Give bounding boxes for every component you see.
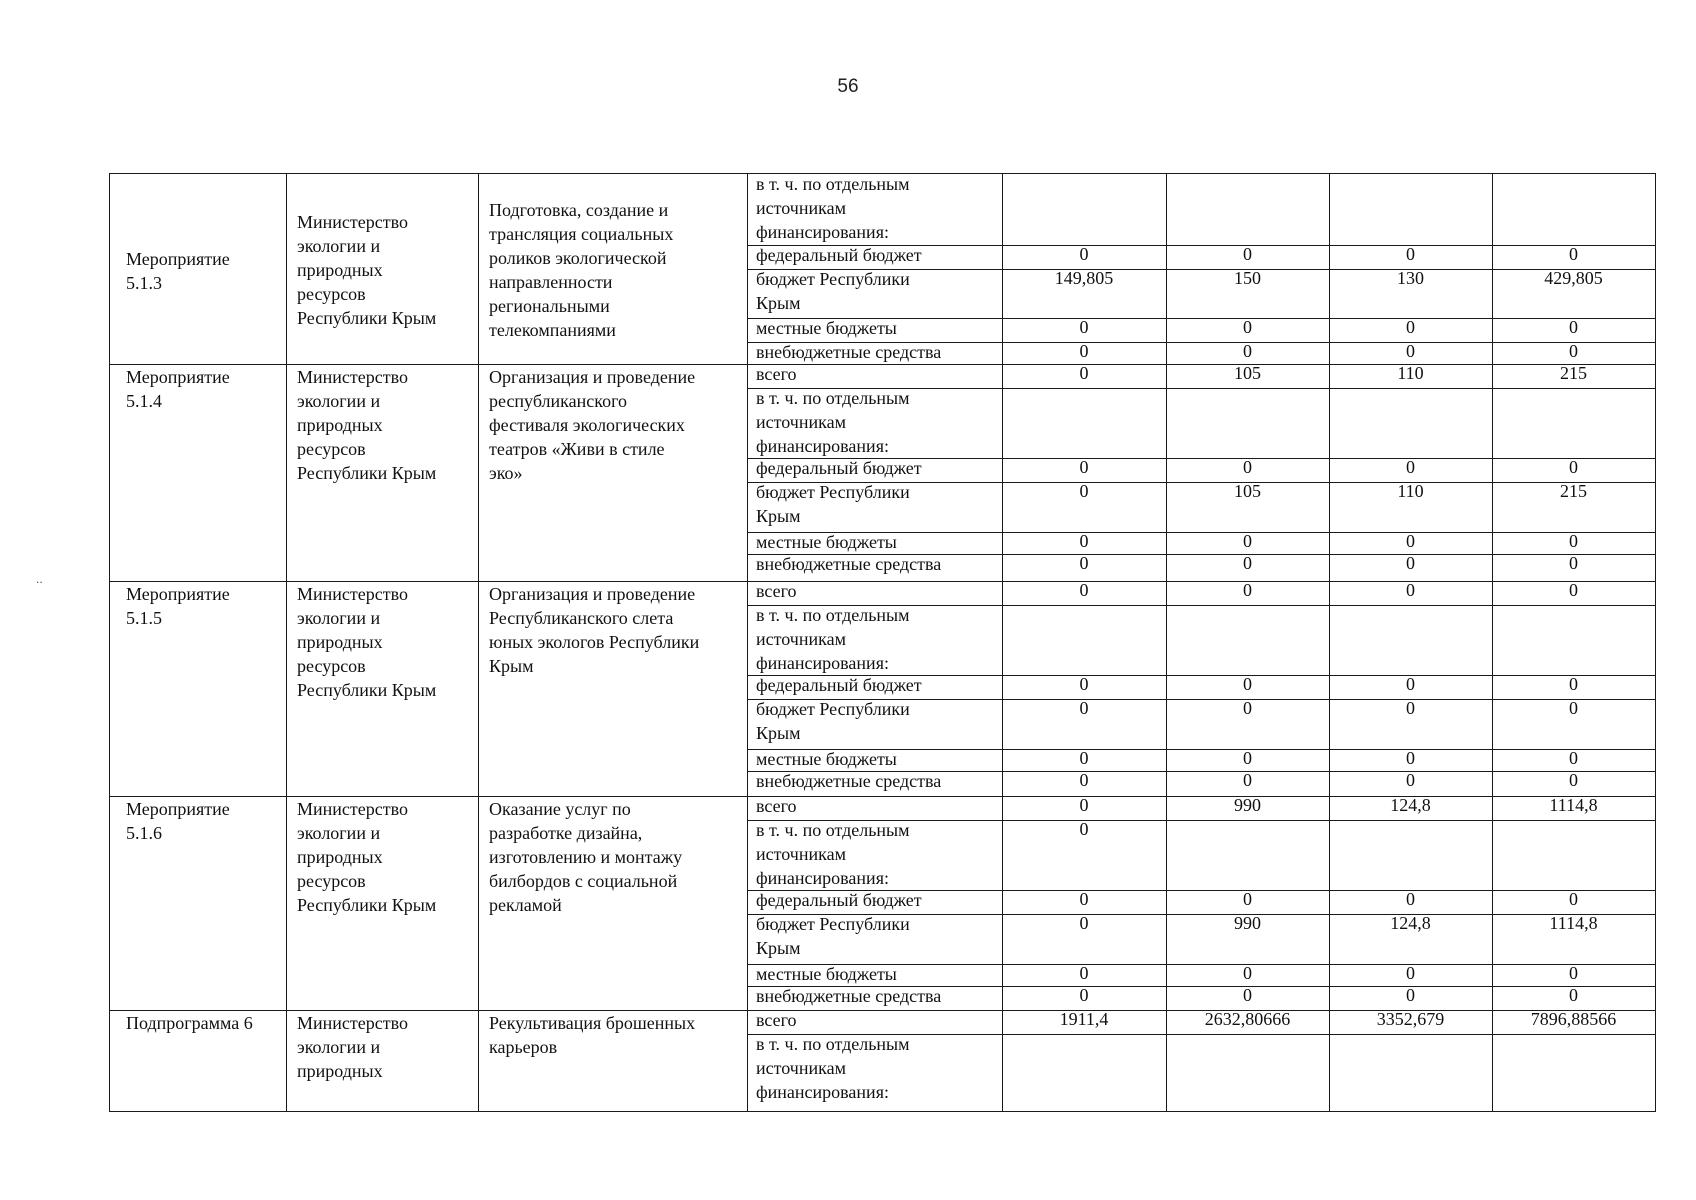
event-description: Рекультивация брошенных карьеров <box>489 1013 696 1057</box>
amount-cell: 2632,80666 <box>1204 1009 1291 1029</box>
amount-cell: 0 <box>1243 889 1252 909</box>
column-divider <box>747 174 748 1111</box>
amount-cell: 0 <box>1243 748 1252 768</box>
amount-cell: 990 <box>1234 795 1261 815</box>
amount-cell: 0 <box>1243 317 1252 337</box>
amount-cell: 0 <box>1569 457 1578 477</box>
amount-cell: 0 <box>1406 698 1415 718</box>
event-description: Организация и проведение Республиканского слета юных экологов Республики Крым <box>489 584 700 676</box>
funding-source: федеральный бюджет <box>756 458 922 478</box>
amount-cell: 130 <box>1397 268 1424 288</box>
funding-source: всего <box>756 1010 797 1030</box>
amount-cell: 1114,8 <box>1549 913 1598 933</box>
amount-cell: 0 <box>1406 580 1415 600</box>
amount-cell: 0 <box>1243 457 1252 477</box>
funding-source: местные бюджеты <box>756 318 897 338</box>
funding-source: местные бюджеты <box>756 532 897 552</box>
executor-name: Министерство экологии и природных ресурсов Республики Крым <box>297 584 437 700</box>
amount-cell: 0 <box>1079 795 1089 815</box>
amount-cell: 0 <box>1406 531 1415 551</box>
funding-source: в т. ч. по отдельным источникам финансирования: <box>756 1034 910 1102</box>
executor-name: Министерство экологии и природных ресурсов Республики Крым <box>297 212 437 328</box>
event-name: Мероприятие 5.1.6 <box>126 799 230 843</box>
funding-source: федеральный бюджет <box>756 675 922 695</box>
amount-cell: 0 <box>1079 748 1089 768</box>
amount-cell: 0 <box>1569 770 1578 790</box>
amount-cell: 0 <box>1406 985 1415 1005</box>
event-description: Оказание услуг по разработке дизайна, изготовлению и монтажу билбордов с социальной рекламой <box>489 799 683 915</box>
funding-source: местные бюджеты <box>756 749 897 769</box>
amount-cell: 110 <box>1397 481 1424 501</box>
amount-cell: 0 <box>1079 674 1089 694</box>
funding-source: в т. ч. по отдельным источникам финансирования: <box>756 174 910 242</box>
amount-cell: 0 <box>1243 770 1252 790</box>
amount-cell: 0 <box>1243 963 1252 983</box>
funding-source: всего <box>756 581 797 601</box>
amount-cell: 0 <box>1406 457 1415 477</box>
amount-cell: 1911,4 <box>1059 1009 1109 1029</box>
amount-cell: 0 <box>1079 963 1089 983</box>
amount-cell: 0 <box>1079 580 1089 600</box>
funding-source: внебюджетные средства <box>756 771 942 791</box>
amount-cell: 0 <box>1406 889 1415 909</box>
amount-cell: 0 <box>1243 553 1252 573</box>
amount-cell: 429,805 <box>1544 268 1603 288</box>
amount-cell: 0 <box>1406 553 1415 573</box>
amount-cell: 0 <box>1569 244 1578 264</box>
amount-cell: 150 <box>1234 268 1261 288</box>
amount-cell: 0 <box>1079 457 1089 477</box>
amount-cell: 0 <box>1079 819 1089 839</box>
amount-cell: 0 <box>1079 363 1089 383</box>
funding-source: в т. ч. по отдельным источникам финансирования: <box>756 605 910 673</box>
amount-cell: 0 <box>1569 698 1578 718</box>
amount-cell: 0 <box>1569 674 1578 694</box>
amount-cell: 110 <box>1397 363 1424 383</box>
amount-cell: 0 <box>1569 985 1578 1005</box>
funding-source: внебюджетные средства <box>756 342 942 362</box>
executor-name: Министерство экологии и природных ресурсов Республики Крым <box>297 367 437 483</box>
funding-source: в т. ч. по отдельным источникам финансирования: <box>756 820 910 888</box>
amount-cell: 0 <box>1079 770 1089 790</box>
funding-source: всего <box>756 364 797 384</box>
funding-source: бюджет Республики Крым <box>756 914 910 958</box>
amount-cell: 0 <box>1079 985 1089 1005</box>
event-description: Подготовка, создание и трансляция социальных роликов экологической направленности региональными телекомпаниями <box>489 200 674 340</box>
funding-source: бюджет Республики Крым <box>756 699 910 743</box>
amount-cell: 0 <box>1406 674 1415 694</box>
amount-cell: 0 <box>1243 580 1252 600</box>
amount-cell: 0 <box>1079 481 1089 501</box>
amount-cell: 0 <box>1079 698 1089 718</box>
amount-cell: 105 <box>1234 481 1261 501</box>
funding-source: бюджет Республики Крым <box>756 269 910 313</box>
amount-cell: 0 <box>1079 889 1089 909</box>
funding-source: всего <box>756 796 797 816</box>
funding-source: федеральный бюджет <box>756 890 922 910</box>
event-description: Организация и проведение республиканского фестиваля экологических театров «Живи в стиле эко» <box>489 367 696 483</box>
amount-cell: 0 <box>1406 770 1415 790</box>
amount-cell: 3352,679 <box>1376 1009 1445 1029</box>
margin-marks: .. <box>36 572 43 586</box>
amount-cell: 0 <box>1243 698 1252 718</box>
amount-cell: 0 <box>1079 531 1089 551</box>
amount-cell: 0 <box>1569 889 1578 909</box>
event-name: Мероприятие 5.1.4 <box>126 367 230 411</box>
column-divider <box>478 174 479 1111</box>
amount-cell: 215 <box>1560 363 1587 383</box>
amount-cell: 990 <box>1234 913 1261 933</box>
executor-name: Министерство экологии и природных ресурсов Республики Крым <box>297 799 437 915</box>
executor-name: Министерство экологии и природных <box>297 1013 408 1081</box>
event-name: Мероприятие 5.1.5 <box>126 584 230 628</box>
amount-cell: 0 <box>1406 244 1415 264</box>
amount-cell: 0 <box>1243 341 1252 361</box>
funding-source: внебюджетные средства <box>756 986 942 1006</box>
event-name: Подпрограмма 6 <box>126 1013 253 1033</box>
amount-cell: 0 <box>1079 553 1089 573</box>
column-divider <box>286 174 287 1111</box>
amount-cell: 0 <box>1569 580 1578 600</box>
amount-cell: 0 <box>1079 341 1089 361</box>
amount-cell: 0 <box>1079 913 1089 933</box>
funding-source: в т. ч. по отдельным источникам финансирования: <box>756 388 910 456</box>
funding-source: местные бюджеты <box>756 964 897 984</box>
amount-cell: 0 <box>1243 531 1252 551</box>
amount-cell: 0 <box>1406 317 1415 337</box>
amount-cell: 0 <box>1569 963 1578 983</box>
amount-cell: 0 <box>1569 553 1578 573</box>
amount-cell: 0 <box>1569 341 1578 361</box>
financing-table <box>109 173 1656 1112</box>
amount-cell: 0 <box>1243 244 1252 264</box>
amount-cell: 1114,8 <box>1549 795 1598 815</box>
amount-cell: 0 <box>1406 341 1415 361</box>
amount-cell: 0 <box>1079 244 1089 264</box>
funding-source: бюджет Республики Крым <box>756 482 910 526</box>
amount-cell: 0 <box>1406 963 1415 983</box>
amount-cell: 105 <box>1234 363 1261 383</box>
funding-source: федеральный бюджет <box>756 245 922 265</box>
amount-cell: 124,8 <box>1390 913 1431 933</box>
amount-cell: 0 <box>1569 317 1578 337</box>
funding-source: внебюджетные средства <box>756 554 942 574</box>
amount-cell: 0 <box>1569 748 1578 768</box>
event-name: Мероприятие 5.1.3 <box>126 249 230 293</box>
amount-cell: 0 <box>1406 748 1415 768</box>
amount-cell: 149,805 <box>1054 268 1114 288</box>
amount-cell: 0 <box>1079 317 1089 337</box>
amount-cell: 215 <box>1560 481 1587 501</box>
amount-cell: 0 <box>1243 985 1252 1005</box>
amount-cell: 124,8 <box>1390 795 1431 815</box>
amount-cell: 0 <box>1243 674 1252 694</box>
amount-cell: 7896,88566 <box>1530 1009 1617 1029</box>
page-number: 56 <box>837 76 859 97</box>
amount-cell: 0 <box>1569 531 1578 551</box>
